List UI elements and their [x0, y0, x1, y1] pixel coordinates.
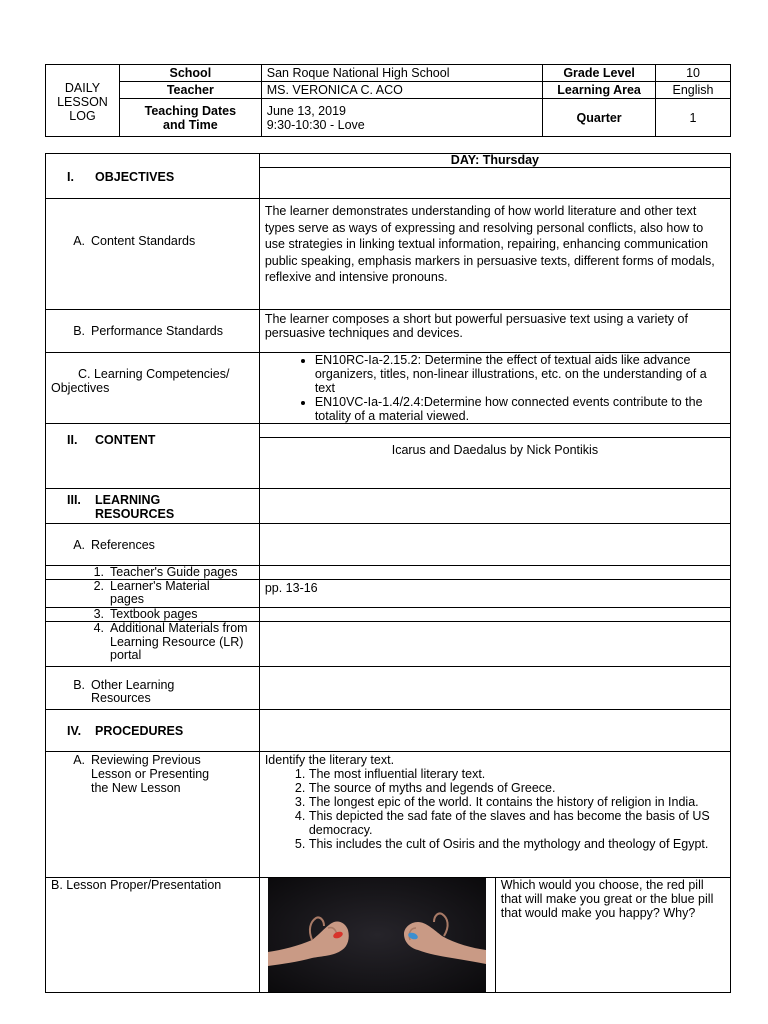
- resource-num: 4.: [93, 621, 104, 635]
- school-label: School: [119, 65, 261, 82]
- competencies-label-text: Learning Competencies/: [93, 367, 230, 381]
- dates-label-line-1: Teaching Dates: [144, 103, 237, 118]
- grade-value: 10: [656, 65, 731, 82]
- objectives-heading: [46, 168, 260, 199]
- resources-num: III.: [67, 493, 81, 507]
- content-text: Icarus and Daedalus by Nick Pontikis: [259, 438, 730, 489]
- references-label: [46, 524, 260, 566]
- content-num: II.: [67, 433, 78, 447]
- resource-num: 1.: [93, 565, 104, 579]
- teacher-label: Teacher: [119, 82, 261, 99]
- references-value: [259, 524, 730, 566]
- lesson-log-table: [45, 153, 731, 993]
- review-item: 4. This depicted the sad fate of the slaves and has become the basis of US democracy.: [309, 809, 725, 837]
- other-resources-label-text: Other Learning Resources: [91, 678, 175, 705]
- dates-label: [119, 99, 261, 137]
- area-label: Learning Area: [543, 82, 656, 99]
- resource-num: 3.: [93, 607, 104, 621]
- performance-standards-letter: B.: [73, 324, 85, 338]
- content-standards-label-text: Content Standards: [91, 234, 196, 248]
- resource-row-1: [46, 566, 260, 580]
- resource-value-1: [259, 566, 730, 580]
- grade-label: Grade Level: [543, 65, 656, 82]
- objectives-title: OBJECTIVES: [95, 169, 175, 184]
- area-value: English: [656, 82, 731, 99]
- content-standards-letter: A.: [73, 234, 85, 248]
- review-letter: A.: [73, 753, 85, 767]
- competency-item: • EN10RC-Ia-2.15.2: Determine the effect of textual aids like advance organizers, titles, non-linear illustrations, etc. on the understanding of a text: [315, 353, 725, 395]
- procedures-title: PROCEDURES: [95, 723, 184, 738]
- quarter-label: Quarter: [543, 99, 656, 137]
- resources-value: [259, 489, 730, 524]
- objectives-value: [259, 168, 730, 199]
- resource-value-3: [259, 608, 730, 622]
- review-item: 5. This includes the cult of Osiris and the mythology and theology of Egypt.: [309, 837, 725, 851]
- performance-standards-label: [46, 310, 260, 353]
- red-blue-pill-image: [268, 878, 486, 992]
- content-blank: [259, 424, 730, 438]
- dates-value: [261, 99, 542, 137]
- other-resources-value: [259, 667, 730, 710]
- dll-title-line-1: DAILY: [64, 81, 101, 95]
- dates-label-line-2: and Time: [163, 117, 218, 132]
- dll-title: [46, 65, 120, 137]
- resource-text: Learner's Material pages: [110, 579, 210, 606]
- review-item: 2. The source of myths and legends of Greece.: [309, 781, 725, 795]
- performance-standards-label-text: Performance Standards: [91, 324, 224, 338]
- procedures-num: IV.: [67, 723, 82, 738]
- resources-heading: [46, 489, 260, 524]
- other-resources-label: [46, 667, 260, 710]
- pill-image-cell: [259, 878, 495, 993]
- hands-with-pills-illustration: [268, 878, 486, 992]
- review-item: 1. The most influential literary text.: [309, 767, 725, 781]
- competencies-label-text-2: Objectives: [51, 381, 110, 395]
- resource-row-4: [46, 622, 260, 667]
- content-title: CONTENT: [95, 433, 156, 447]
- procedures-value: [259, 710, 730, 752]
- resource-num: 2.: [93, 579, 104, 593]
- resource-text: Additional Materials from Learning Resource (LR) portal: [110, 621, 248, 662]
- teacher-value: MS. VERONICA C. ACO: [261, 82, 542, 99]
- resource-row-3: [46, 608, 260, 622]
- dates-value-line-1: June 13, 2019: [266, 103, 346, 118]
- resources-title-1: LEARNING: [95, 493, 161, 507]
- performance-standards-text: The learner composes a short but powerful persuasive text using a variety of persuasive techniques and devices.: [259, 310, 730, 353]
- references-letter: A.: [73, 537, 85, 552]
- objectives-num: I.: [67, 169, 74, 184]
- resource-value-4: [259, 622, 730, 667]
- resource-text: Teacher's Guide pages: [110, 565, 238, 579]
- content-heading: [46, 424, 260, 489]
- dll-title-line-3: LOG: [69, 109, 96, 123]
- content-standards-text: The learner demonstrates understanding of how world literature and other text types serve as ways of expressing and resolving personal conflicts, also how to use strategies in linking textual information, repairing, enhancing communication public speaking, emphasis markers in persuasive texts, different forms of modals, reflexive and intensive pronouns.: [259, 199, 730, 310]
- lesson-proper-label: B. Lesson Proper/Presentation: [46, 878, 260, 993]
- resources-title-2: RESOURCES: [95, 507, 175, 521]
- other-resources-letter: B.: [73, 678, 85, 692]
- resource-text: Textbook pages: [110, 607, 198, 621]
- school-value: San Roque National High School: [261, 65, 542, 82]
- review-intro: Identify the literary text.: [264, 753, 395, 767]
- content-standards-label: [46, 199, 260, 310]
- review-content: [259, 752, 730, 878]
- resource-value-2: pp. 13-16: [259, 580, 730, 608]
- dates-value-line-2: 9:30-10:30 - Love: [266, 117, 365, 132]
- dll-title-line-2: LESSON: [57, 95, 108, 109]
- header-table: [45, 64, 731, 137]
- review-item: 3. The longest epic of the world. It contains the history of religion in India.: [309, 795, 725, 809]
- competency-item: • EN10VC-Ia-1.4/2.4:Determine how connected events contribute to the totality of a material viewed.: [315, 395, 725, 423]
- day-heading: DAY: Thursday: [259, 154, 730, 168]
- competencies-list: [259, 353, 730, 424]
- review-label: [46, 752, 260, 878]
- review-label-text: Reviewing Previous Lesson or Presenting the New Lesson: [91, 753, 210, 795]
- quarter-value: 1: [656, 99, 731, 137]
- resource-row-2: [46, 580, 260, 608]
- references-label-text: References: [91, 537, 155, 552]
- blank-header-cell: [46, 154, 260, 168]
- procedures-heading: [46, 710, 260, 752]
- competencies-letter: C.: [78, 367, 91, 381]
- lesson-question: Which would you choose, the red pill that will make you great or the blue pill that would make you happy? Why?: [495, 878, 730, 993]
- competencies-label: [46, 353, 260, 424]
